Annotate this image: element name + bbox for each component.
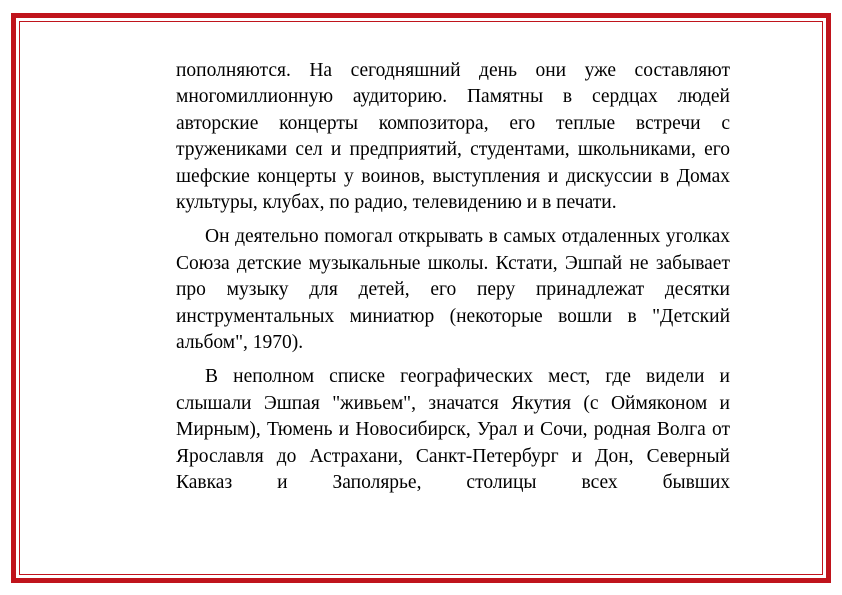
paragraph-geography: В неполном списке географических мест, где видели и слышали Эшпая "живьем", значатся Якутия (с Оймяконом и Мирным), Тюмень и Новосибирск, Урал и Сочи, родная Волга от Ярославля до Астрахани, Санкт-Петербург и Дон, Северный Кавказ и Заполярье, столицы всех бывших bbox=[176, 366, 730, 494]
paragraph-continuation: пополняются. На сегодняшний день они уже составляют многомиллионную аудиторию. Памятны в сердцах людей авторские концерты композитора, его теплые встречи с тружениками сел и предприятий, студентами, школьниками, его шефские концерты у воинов, выступления и дискуссии в Домах культуры, клубах, по радио, телевидению и в печати. bbox=[176, 60, 730, 214]
paragraph-music-schools: Он деятельно помогал открывать в самых отдаленных уголках Союза детские музыкальные школы. Кстати, Эшпай не забывает про музыку для детей, его перу принадлежат десятки инструментальных миниатюр (некоторые вошли в "Детский альбом", 1970). bbox=[176, 226, 730, 354]
document-body bbox=[176, 58, 730, 505]
